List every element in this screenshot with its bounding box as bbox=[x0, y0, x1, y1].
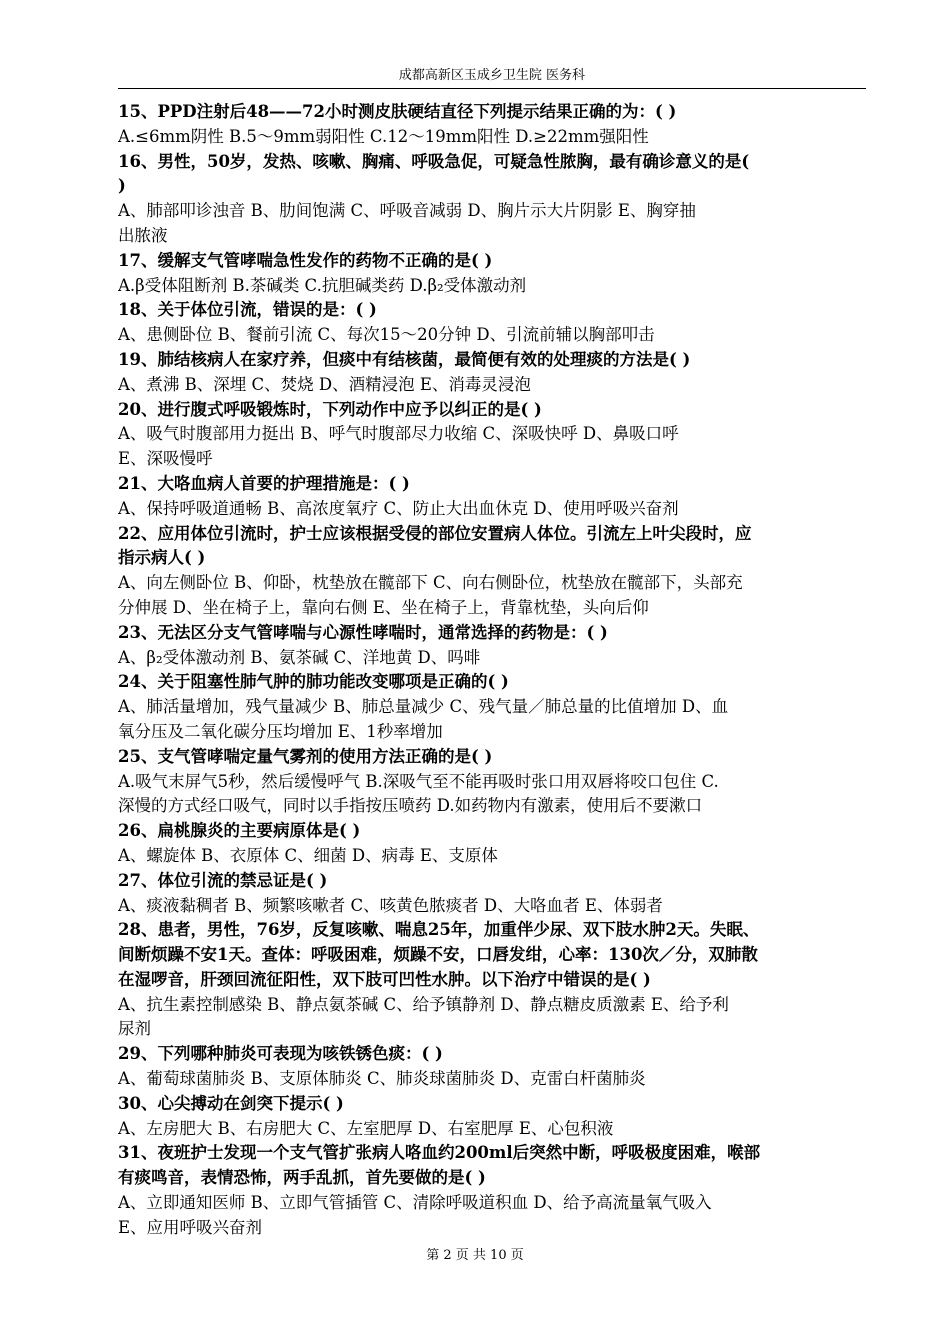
question-line: 21、大咯血病人首要的护理措施是：( ) bbox=[118, 473, 410, 493]
question-line: 在湿啰音，肝颈回流征阳性，双下肢可凹性水肿。以下治疗中错误的是( ) bbox=[118, 969, 651, 989]
question-line: 24、关于阻塞性肺气肿的肺功能改变哪项是正确的( ) bbox=[118, 672, 509, 692]
answer-options-line: A、痰液黏稠者 B、频繁咳嗽者 C、咳黄色脓痰者 D、大咯血者 E、体弱者 bbox=[118, 895, 663, 915]
question-line: 间断烦躁不安1天。查体：呼吸困难，烦躁不安，口唇发绀，心率：130次／分，双肺散 bbox=[118, 945, 758, 965]
exam-content bbox=[118, 100, 866, 1241]
answer-options-line: 氧分压及二氧化碳分压均增加 E、1秒率增加 bbox=[118, 721, 443, 741]
question-line: 23、无法区分支气管哮喘与心源性哮喘时，通常选择的药物是：( ) bbox=[118, 622, 608, 642]
answer-options-line: 出脓液 bbox=[118, 225, 168, 245]
answer-options-line: A.β受体阻断剂 B.茶碱类 C.抗胆碱类药 D.β₂受体激动剂 bbox=[118, 275, 527, 295]
answer-options-line: A、螺旋体 B、衣原体 C、细菌 D、病毒 E、支原体 bbox=[118, 845, 498, 865]
question-line: 19、肺结核病人在家疗养，但痰中有结核菌，最简便有效的处理痰的方法是( ) bbox=[118, 349, 691, 369]
question-line: ) bbox=[118, 176, 126, 196]
answer-options-line: A、葡萄球菌肺炎 B、支原体肺炎 C、肺炎球菌肺炎 D、克雷白杆菌肺炎 bbox=[118, 1069, 646, 1089]
question-line: 指示病人( ) bbox=[118, 548, 206, 568]
question-line: 30、心尖搏动在剑突下提示( ) bbox=[118, 1093, 344, 1113]
question-line: 16、男性，50岁，发热、咳嗽、胸痛、呼吸急促，可疑急性脓胸，最有确诊意义的是( bbox=[118, 151, 750, 171]
question-line: 29、下列哪种肺炎可表现为咳铁锈色痰：( ) bbox=[118, 1044, 443, 1064]
question-line: 18、关于体位引流，错误的是：( ) bbox=[118, 300, 377, 320]
answer-options-line: E、深吸慢呼 bbox=[118, 449, 213, 469]
answer-options-line: A、立即通知医师 B、立即气管插管 C、清除呼吸道积血 D、给予高流量氧气吸入 bbox=[118, 1193, 712, 1213]
answer-options-line: A.吸气末屏气5秒，然后缓慢呼气 B.深吸气至不能再吸时张口用双唇将咬口包住 C. bbox=[118, 771, 719, 791]
question-line: 15、PPD注射后48——72小时测皮肤硬结直径下列提示结果正确的为：( ) bbox=[118, 102, 677, 121]
question-line: 20、进行腹式呼吸锻炼时，下列动作中应予以纠正的是( ) bbox=[118, 399, 542, 419]
answer-options-line: A、保持呼吸道通畅 B、高浓度氧疗 C、防止大出血休克 D、使用呼吸兴奋剂 bbox=[118, 498, 679, 518]
answer-options-line: 尿剂 bbox=[118, 1019, 151, 1039]
answer-options-line: A、左房肥大 B、右房肥大 C、左室肥厚 D、右室肥厚 E、心包积液 bbox=[118, 1118, 614, 1138]
answer-options-line: A、向左侧卧位 B、仰卧，枕垫放在髋部下 C、向右侧卧位，枕垫放在髋部下，头部充 bbox=[118, 573, 743, 593]
page-footer: 第 2 页 共 10 页 bbox=[426, 1248, 524, 1263]
answer-options-line: 分伸展 D、坐在椅子上，靠向右侧 E、坐在椅子上，背靠枕垫，头向后仰 bbox=[118, 597, 649, 617]
answer-options-line: A、煮沸 B、深埋 C、焚烧 D、酒精浸泡 E、消毒灵浸泡 bbox=[118, 374, 531, 394]
answer-options-line: A、抗生素控制感染 B、静点氨茶碱 C、给予镇静剂 D、静点糖皮质激素 E、给予利 bbox=[118, 994, 729, 1014]
question-line: 31、夜班护士发现一个支气管扩张病人咯血约200ml后突然中断，呼吸极度困难，喉部 bbox=[118, 1143, 761, 1163]
answer-options-line: A、β₂受体激动剂 B、氨茶碱 C、洋地黄 D、吗啡 bbox=[118, 647, 481, 667]
question-line: 25、支气管哮喘定量气雾剂的使用方法正确的是( ) bbox=[118, 746, 493, 766]
answer-options-line: A、患侧卧位 B、餐前引流 C、每次15～20分钟 D、引流前辅以胸部叩击 bbox=[118, 325, 655, 345]
answer-options-line: A、肺活量增加，残气量减少 B、肺总量减少 C、残气量／肺总量的比值增加 D、血 bbox=[118, 697, 729, 717]
question-line: 有痰鸣音，表情恐怖，两手乱抓，首先要做的是( ) bbox=[118, 1168, 486, 1188]
answer-options-line: A、吸气时腹部用力挺出 B、呼气时腹部尽力收缩 C、深吸快呼 D、鼻吸口呼 bbox=[118, 424, 679, 444]
question-line: 17、缓解支气管哮喘急性发作的药物不正确的是( ) bbox=[118, 250, 493, 270]
answer-options-line: A.≤6mm阴性 B.5～9mm弱阳性 C.12～19mm阳性 D.≥22mm强阳性 bbox=[118, 126, 649, 146]
question-line: 26、扁桃腺炎的主要病原体是( ) bbox=[118, 821, 361, 841]
page-header: 成都高新区玉成乡卫生院 医务科 bbox=[118, 66, 866, 89]
question-line: 22、应用体位引流时，护士应该根据受侵的部位安置病人体位。引流左上叶尖段时，应 bbox=[118, 523, 752, 543]
answer-options-line: A、肺部叩诊浊音 B、肋间饱满 C、呼吸音减弱 D、胸片示大片阴影 E、胸穿抽 bbox=[118, 201, 696, 221]
question-line: 28、患者，男性，76岁，反复咳嗽、喘息25年，加重伴少尿、双下肢水肿2天。失眠、 bbox=[118, 920, 760, 940]
answer-options-line: 深慢的方式经口吸气，同时以手指按压喷药 D.如药物内有激素，使用后不要漱口 bbox=[118, 796, 703, 816]
question-line: 27、体位引流的禁忌证是( ) bbox=[118, 870, 328, 890]
answer-options-line: E、应用呼吸兴奋剂 bbox=[118, 1217, 263, 1237]
